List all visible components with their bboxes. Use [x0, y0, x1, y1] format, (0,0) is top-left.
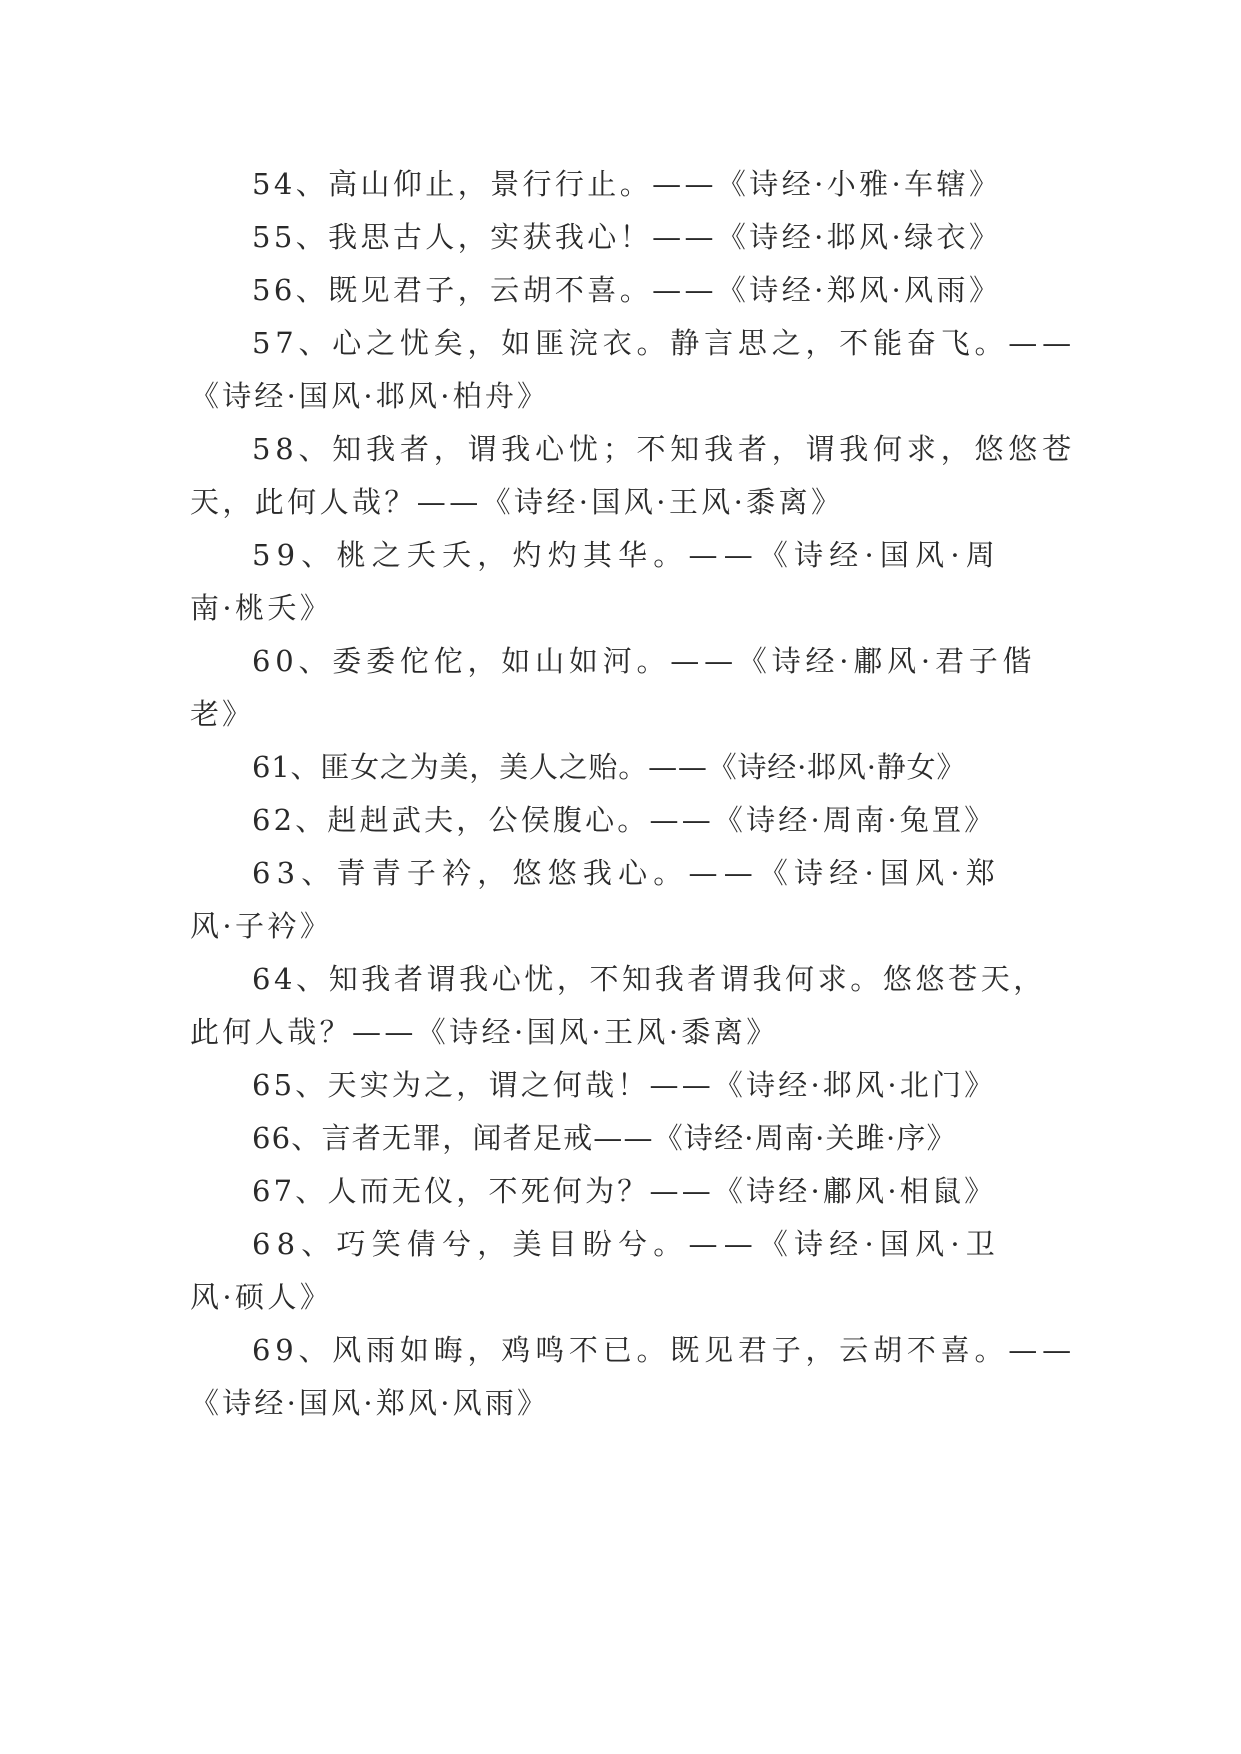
quote-line-60-continued: 老》	[190, 697, 255, 731]
quote-line-69-continued: 《诗经·国风·郑风·风雨》	[190, 1386, 550, 1420]
quote-line-69: 69、风雨如晦，鸡鸣不已。既见君子，云胡不喜。——	[252, 1333, 1076, 1367]
quote-line-55: 55、我思古人，实获我心！——《诗经·邶风·绿衣》	[252, 220, 1002, 254]
quote-line-59: 59、桃之夭夭，灼灼其华。——《诗经·国风·周	[252, 538, 1001, 572]
quote-line-66: 66、言者无罪，闻者足戒——《诗经·周南·关雎·序》	[252, 1121, 957, 1155]
quote-line-68: 68、巧笑倩兮，美目盼兮。——《诗经·国风·卫	[252, 1227, 1001, 1261]
quote-line-62: 62、赳赳武夫，公侯腹心。——《诗经·周南·兔罝》	[252, 803, 997, 837]
quote-line-65: 65、天实为之，谓之何哉！——《诗经·邶风·北门》	[252, 1068, 997, 1102]
quote-line-58: 58、知我者，谓我心忧；不知我者，谓我何求，悠悠苍	[252, 432, 1076, 466]
quote-line-54: 54、高山仰止，景行行止。——《诗经·小雅·车辖》	[252, 167, 1002, 201]
quote-line-60: 60、委委佗佗，如山如河。——《诗经·鄘风·君子偕	[252, 644, 1037, 678]
quote-line-59-continued: 南·桃夭》	[190, 591, 333, 625]
quote-line-68-continued: 风·硕人》	[190, 1280, 333, 1314]
quote-line-57: 57、心之忧矣，如匪浣衣。静言思之，不能奋飞。——	[252, 326, 1076, 360]
quote-line-64-continued: 此何人哉？——《诗经·国风·王风·黍离》	[190, 1015, 779, 1049]
quote-line-63: 63、青青子衿，悠悠我心。——《诗经·国风·郑	[252, 856, 1001, 890]
quote-line-61: 61、匪女之为美，美人之贻。——《诗经·邶风·静女》	[252, 750, 967, 784]
quote-line-67: 67、人而无仪，不死何为？——《诗经·鄘风·相鼠》	[252, 1174, 997, 1208]
quote-line-63-continued: 风·子衿》	[190, 909, 333, 943]
quote-line-56: 56、既见君子，云胡不喜。——《诗经·郑风·风雨》	[252, 273, 1002, 307]
quote-line-58-continued: 天，此何人哉？——《诗经·国风·王风·黍离》	[190, 485, 844, 519]
quote-line-57-continued: 《诗经·国风·邶风·柏舟》	[190, 379, 550, 413]
quote-line-64: 64、知我者谓我心忧，不知我者谓我何求。悠悠苍天，	[252, 962, 1046, 996]
